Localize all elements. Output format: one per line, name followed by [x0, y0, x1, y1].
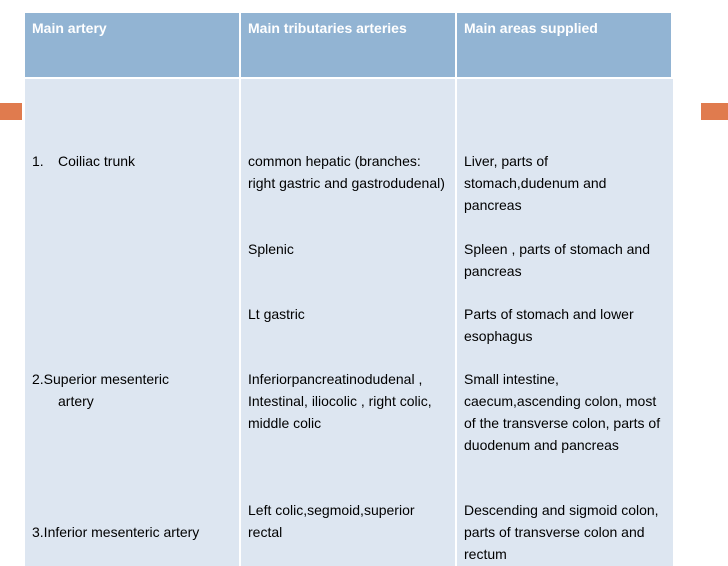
tributary-lt-gastric: Lt gastric [248, 306, 305, 322]
tributary-common-hepatic: common hepatic (branches: right gastric and gastrodudenal) [248, 153, 445, 191]
tributary-inferior-mesenteric: Left colic,segmoid,superior rectal [248, 502, 415, 540]
area-descending-colon: Descending and sigmoid colon, parts of transverse colon and rectum [464, 502, 659, 562]
column-tributaries [241, 79, 457, 566]
header-areas-supplied: Main areas supplied [457, 13, 673, 77]
tributary-superior-mesenteric: Inferiorpancreatinodudenal , Intestinal, iliocolic , right colic, middle colic [248, 371, 432, 431]
artery-superior-mesenteric: 2.Superior mesenteric artery [32, 371, 169, 409]
header-main-artery: Main artery [25, 13, 241, 77]
area-small-intestine: Small intestine, caecum,ascending colon, most of the transverse colon, parts of duodenum and pancreas [464, 371, 661, 453]
left-accent-bar [0, 103, 22, 120]
area-spleen: Spleen , parts of stomach and pancreas [464, 241, 650, 279]
area-liver: Liver, parts of stomach,dudenum and pancreas [464, 153, 607, 213]
header-tributaries: Main tributaries arteries [241, 13, 457, 77]
area-stomach-esophagus: Parts of stomach and lower esophagus [464, 306, 634, 344]
artery-table [25, 13, 673, 566]
right-accent-bar [701, 103, 728, 120]
artery-coeliac: 1. Coiliac trunk [32, 153, 136, 169]
artery-inferior-mesenteric: 3.Inferior mesenteric artery [32, 524, 200, 540]
column-main-artery [25, 79, 241, 566]
column-areas-supplied [457, 79, 673, 566]
tributary-splenic: Splenic [248, 241, 294, 257]
